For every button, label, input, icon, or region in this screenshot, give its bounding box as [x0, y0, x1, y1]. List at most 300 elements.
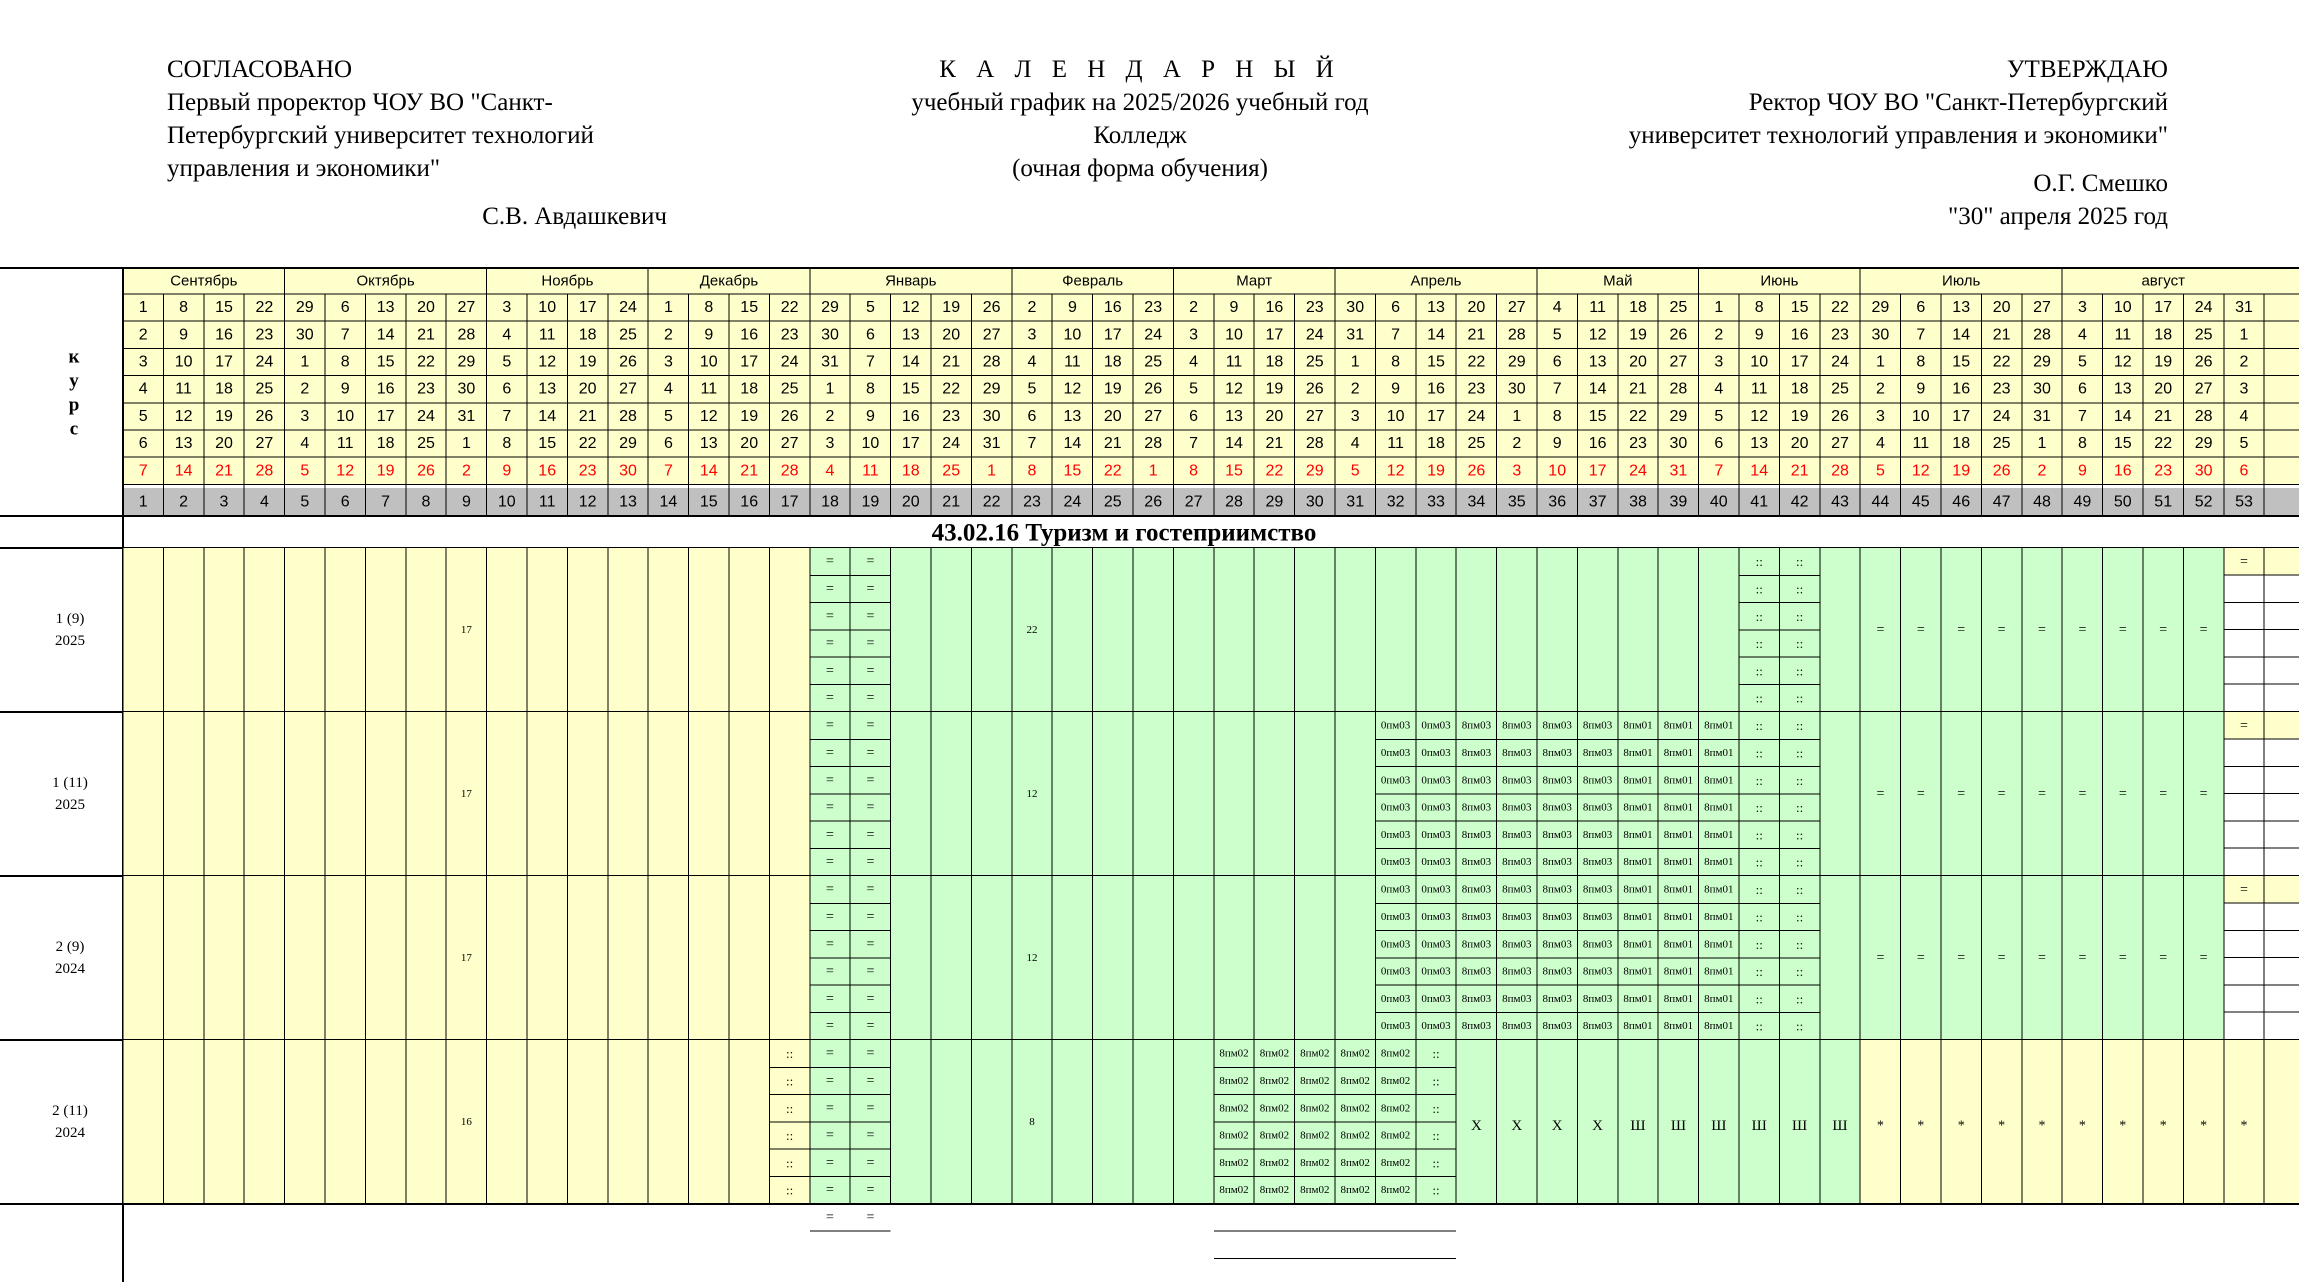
day-cell: 16 — [1103, 299, 1122, 317]
schedule-code: :: — [1432, 1100, 1440, 1116]
week-number-cell: 2 — [179, 493, 189, 511]
kurs-label-letter: у — [69, 370, 79, 392]
day-cell: 19 — [1629, 326, 1647, 344]
day-cell: 16 — [1588, 435, 1607, 453]
day-cell: 4 — [300, 435, 310, 453]
day-cell: 8 — [865, 380, 875, 398]
day-cell: 9 — [1754, 326, 1764, 344]
week-number-cell: 14 — [659, 493, 678, 511]
practice-code: 8пм01 — [1623, 965, 1653, 978]
day-cell: 2 — [1512, 435, 1522, 453]
day-cell: 5 — [865, 299, 875, 317]
day-cell: 24 — [1467, 407, 1486, 425]
week-number-cell: 32 — [1386, 493, 1405, 511]
practice-code: 8пм01 — [1623, 910, 1653, 923]
schedule-code: :: — [1755, 690, 1763, 706]
day-cell: 25 — [1669, 299, 1688, 317]
day-cell: 8 — [1027, 462, 1037, 480]
day-cell: 10 — [538, 299, 557, 317]
practice-code: 8пм01 — [1623, 883, 1653, 896]
month-label-9: Июнь — [1760, 272, 1799, 290]
day-cell: 29 — [1669, 407, 1688, 425]
day-cell: 30 — [1346, 299, 1365, 317]
day-cell: 27 — [1831, 435, 1849, 453]
practice-code: 0пм03 — [1380, 965, 1411, 978]
summer-holiday-code: = — [2159, 950, 2168, 966]
day-cell: 28 — [619, 407, 637, 425]
practice-code: 8пм02 — [1380, 1047, 1411, 1060]
week-number-cell: 53 — [2235, 493, 2253, 511]
day-cell: 10 — [1750, 353, 1769, 371]
day-cell: 13 — [538, 380, 557, 398]
practice-code: 8пм01 — [1663, 938, 1694, 951]
day-cell: 4 — [502, 326, 512, 344]
day-cell: 24 — [255, 353, 274, 371]
day-cell: 24 — [417, 407, 435, 425]
week-number-cell: 12 — [578, 493, 597, 511]
schedule-code: = — [866, 1155, 875, 1171]
document-title: К А Л Е Н Д А Р Н Ы Й — [939, 56, 1341, 83]
day-cell: 4 — [663, 380, 673, 398]
semester-1-weeks: 17 — [460, 624, 472, 636]
practice-code: 8пм01 — [1704, 801, 1734, 814]
day-cell: 11 — [1589, 299, 1606, 317]
practice-code: 8пм02 — [1219, 1074, 1249, 1087]
day-cell: 17 — [1103, 326, 1122, 344]
day-cell: 22 — [578, 435, 597, 453]
day-cell: 29 — [619, 435, 637, 453]
day-cell: 22 — [1265, 462, 1284, 480]
day-cell: 28 — [457, 326, 476, 344]
day-cell: 18 — [1103, 353, 1122, 371]
day-cell: 6 — [502, 380, 512, 398]
summer-holiday-code: = — [2199, 622, 2208, 638]
day-cell: 28 — [1305, 435, 1324, 453]
day-cell: 14 — [2113, 407, 2132, 425]
day-cell: 27 — [1507, 299, 1526, 317]
schedule-code: :: — [1795, 827, 1804, 843]
week-number-cell: 3 — [219, 493, 229, 511]
day-cell: 23 — [1467, 380, 1486, 398]
day-cell: 21 — [1790, 462, 1809, 480]
day-cell: 15 — [215, 299, 233, 317]
day-cell: 30 — [2194, 462, 2213, 480]
day-cell: 18 — [578, 326, 597, 344]
schedule-code: :: — [1432, 1073, 1440, 1089]
practice-code: 8пм03 — [1502, 938, 1532, 951]
practice-code: 8пм03 — [1582, 965, 1613, 978]
week-number-cell: 48 — [2033, 493, 2051, 511]
week-number-cell: 50 — [2113, 493, 2132, 511]
practice-code: 8пм01 — [1704, 828, 1734, 841]
day-cell: 26 — [2194, 353, 2213, 371]
day-cell: 14 — [1952, 326, 1971, 344]
day-cell: 22 — [1467, 353, 1486, 371]
schedule-code: :: — [1795, 772, 1804, 788]
day-cell: 6 — [1391, 299, 1401, 317]
day-cell: 10 — [336, 407, 355, 425]
day-cell: 22 — [1992, 353, 2011, 371]
schedule-code: = — [826, 1209, 834, 1225]
week-number-cell: 49 — [2073, 493, 2092, 511]
summer-holiday-code: = — [2118, 950, 2127, 966]
week-number-cell: 46 — [1952, 493, 1971, 511]
last-column-white — [2224, 739, 2299, 876]
day-cell: 1 — [461, 435, 471, 453]
week-number-cell: 8 — [421, 493, 431, 511]
day-cell: 14 — [699, 462, 718, 480]
day-cell: 16 — [1265, 299, 1284, 317]
day-cell: 6 — [2077, 380, 2087, 398]
schedule-code: = — [826, 882, 834, 898]
day-cell: 25 — [1467, 435, 1486, 453]
day-cell: 4 — [1350, 435, 1360, 453]
semester-1-weeks: 17 — [460, 952, 472, 964]
day-cell: 7 — [2077, 407, 2087, 425]
practice-code: 8пм01 — [1623, 774, 1653, 787]
schedule-code: = — [866, 909, 875, 925]
practice-code: 8пм01 — [1663, 801, 1694, 814]
day-cell: 30 — [2033, 380, 2051, 398]
week-number-cell: 29 — [1265, 493, 1284, 511]
schedule-code: :: — [1432, 1128, 1440, 1144]
last-column-white — [2224, 575, 2299, 712]
day-cell: 4 — [2077, 326, 2087, 344]
schedule-code: :: — [785, 1073, 794, 1089]
day-cell: 23 — [2154, 462, 2173, 480]
week-number-cell: 4 — [259, 493, 269, 511]
day-cell: 13 — [699, 435, 718, 453]
day-cell: 31 — [1346, 326, 1365, 344]
day-cell: 11 — [1064, 353, 1081, 371]
day-cell: 12 — [1911, 462, 1930, 480]
schedule-code: :: — [1432, 1155, 1440, 1171]
day-cell: 14 — [1427, 326, 1445, 344]
schedule-code: :: — [1795, 690, 1804, 706]
schedule-code: = — [866, 554, 875, 570]
day-cell: 22 — [942, 380, 961, 398]
gia-code: Ш — [1711, 1118, 1727, 1134]
practice-code: 8пм01 — [1663, 1020, 1694, 1033]
approval-right-line: университет технологий управления и экономики" — [1628, 122, 2168, 149]
schedule-code: :: — [1795, 554, 1804, 570]
schedule-code: :: — [1755, 964, 1763, 980]
practice-code: 8пм03 — [1502, 965, 1532, 978]
day-cell: 27 — [619, 380, 637, 398]
gia-prep-code: Х — [1511, 1118, 1523, 1134]
day-cell: 3 — [2077, 299, 2087, 317]
day-cell: 27 — [1144, 407, 1163, 425]
schedule-code: = — [866, 1073, 875, 1089]
day-cell: 18 — [740, 380, 759, 398]
day-cell: 9 — [1067, 299, 1077, 317]
practice-code: 8пм03 — [1542, 938, 1572, 951]
day-cell: 14 — [174, 462, 193, 480]
day-cell: 17 — [1952, 407, 1971, 425]
week-number-cell: 20 — [901, 493, 920, 511]
day-cell: 20 — [1103, 407, 1122, 425]
schedule-code: :: — [1755, 827, 1763, 843]
day-cell: 2 — [663, 326, 673, 344]
summer-holiday-code: = — [2078, 622, 2087, 638]
day-cell: 17 — [1265, 326, 1284, 344]
day-cell: 2 — [1875, 380, 1885, 398]
week-number-cell: 15 — [699, 493, 718, 511]
week-number-cell: 25 — [1103, 493, 1122, 511]
semester-2-weeks: 12 — [1026, 952, 1038, 964]
none-code: * — [2200, 1118, 2208, 1134]
schedule-code: :: — [1755, 991, 1763, 1007]
practice-code: 8пм03 — [1542, 1020, 1572, 1033]
day-cell: 20 — [417, 299, 435, 317]
day-cell: 8 — [1189, 462, 1199, 480]
gia-code: Ш — [1630, 1118, 1646, 1134]
week-number-cell: 7 — [381, 493, 391, 511]
week-number-cell: 11 — [538, 493, 556, 511]
summer-holiday-code: = — [2159, 786, 2168, 802]
day-cell: 1 — [987, 462, 997, 480]
month-label-2: Ноябрь — [541, 272, 594, 290]
day-cell: 16 — [538, 462, 557, 480]
day-cell: 12 — [699, 407, 718, 425]
day-cell: 28 — [2033, 326, 2051, 344]
practice-code: 8пм03 — [1461, 828, 1492, 841]
day-cell: 6 — [865, 326, 875, 344]
group-year: 2025 — [55, 797, 85, 813]
group-year: 2024 — [55, 1125, 85, 1141]
day-cell: 1 — [1512, 407, 1522, 425]
day-cell: 23 — [578, 462, 597, 480]
schedule-code: :: — [1795, 936, 1804, 952]
day-cell: 5 — [2077, 353, 2087, 371]
practice-code: 8пм03 — [1502, 746, 1532, 759]
day-cell: 22 — [780, 299, 799, 317]
day-cell: 24 — [2194, 299, 2213, 317]
week-number-cell: 1 — [138, 493, 148, 511]
day-cell: 11 — [1912, 435, 1930, 453]
schedule-code: = — [866, 745, 875, 761]
schedule-code: = — [826, 663, 834, 679]
day-cell: 26 — [982, 299, 1001, 317]
practice-code: 0пм03 — [1380, 883, 1411, 896]
schedule-code: = — [826, 800, 834, 816]
month-label-11: август — [2141, 272, 2185, 290]
day-cell: 21 — [1467, 326, 1486, 344]
day-cell: 27 — [780, 435, 799, 453]
practice-code: 8пм03 — [1461, 774, 1492, 787]
day-cell: 8 — [1552, 407, 1562, 425]
practice-code: 8пм03 — [1461, 856, 1492, 869]
day-cell: 1 — [2239, 326, 2249, 344]
schedule-code: :: — [1755, 663, 1763, 679]
practice-code: 8пм02 — [1340, 1074, 1370, 1087]
practice-code: 8пм03 — [1582, 774, 1613, 787]
practice-code: 8пм01 — [1704, 746, 1734, 759]
approval-left-line: Первый проректор ЧОУ ВО "Санкт- — [167, 89, 553, 116]
day-cell: 1 — [2037, 435, 2047, 453]
day-cell: 20 — [740, 435, 759, 453]
day-cell: 8 — [1916, 353, 1926, 371]
day-cell: 8 — [1391, 353, 1401, 371]
day-cell: 23 — [255, 326, 274, 344]
kurs-label-letter: с — [69, 418, 79, 440]
semester-2-weeks: 22 — [1026, 624, 1038, 636]
schedule-code: = — [826, 1128, 834, 1144]
day-cell: 6 — [2239, 462, 2249, 480]
day-cell: 12 — [1063, 380, 1082, 398]
day-cell: 9 — [179, 326, 189, 344]
day-cell: 11 — [538, 326, 556, 344]
day-cell: 29 — [457, 353, 476, 371]
summer-holiday-code: = — [1916, 622, 1925, 638]
day-cell: 17 — [1588, 462, 1607, 480]
day-cell: 3 — [2239, 380, 2249, 398]
day-cell: 10 — [174, 353, 193, 371]
day-cell: 8 — [179, 299, 189, 317]
day-cell: 28 — [1831, 462, 1849, 480]
day-cell: 22 — [417, 353, 435, 371]
day-cell: 17 — [901, 435, 920, 453]
practice-code: 8пм03 — [1461, 746, 1492, 759]
day-cell: 1 — [1714, 299, 1724, 317]
day-cell: 18 — [2154, 326, 2173, 344]
day-cell: 18 — [215, 380, 233, 398]
day-cell: 10 — [699, 353, 718, 371]
practice-code: 8пм01 — [1704, 992, 1734, 1005]
practice-code: 8пм03 — [1461, 938, 1492, 951]
day-cell: 30 — [1669, 435, 1688, 453]
practice-code: 0пм03 — [1421, 828, 1451, 841]
summer-holiday-code: = — [1916, 950, 1925, 966]
schedule-code: = — [826, 1018, 834, 1034]
day-cell: 13 — [1427, 299, 1445, 317]
schedule-code: = — [866, 772, 875, 788]
schedule-code: = — [826, 1155, 834, 1171]
day-cell: 16 — [901, 407, 920, 425]
day-cell: 26 — [1992, 462, 2011, 480]
day-cell: 21 — [740, 462, 759, 480]
specialty-title: 43.02.16 Туризм и гостеприимство — [931, 519, 1317, 547]
day-cell: 10 — [1225, 326, 1243, 344]
day-cell: 7 — [1552, 380, 1562, 398]
schedule-code: = — [866, 1182, 875, 1198]
practice-code: 0пм03 — [1421, 856, 1451, 869]
summer-holiday-code: = — [2240, 718, 2248, 734]
summer-holiday-code: = — [2118, 622, 2127, 638]
schedule-code: = — [826, 964, 834, 980]
day-cell: 5 — [502, 353, 512, 371]
practice-code: 8пм03 — [1502, 801, 1532, 814]
day-cell: 26 — [255, 407, 274, 425]
summer-holiday-code: = — [1997, 950, 2006, 966]
schedule-code: = — [826, 1100, 834, 1116]
day-cell: 10 — [1548, 462, 1567, 480]
last-column-white — [2224, 903, 2299, 1040]
semester-1-weeks: 16 — [460, 1116, 472, 1128]
day-cell: 5 — [1875, 462, 1885, 480]
practice-code: 8пм03 — [1461, 992, 1492, 1005]
day-cell: 30 — [821, 326, 839, 344]
schedule-code: :: — [1755, 909, 1763, 925]
schedule-code: :: — [1795, 1018, 1804, 1034]
practice-code: 8пм03 — [1461, 719, 1492, 732]
schedule-code: = — [866, 690, 875, 706]
practice-code: 0пм03 — [1421, 801, 1451, 814]
day-cell: 25 — [1144, 353, 1163, 371]
day-cell: 28 — [982, 353, 1001, 371]
practice-code: 8пм01 — [1623, 992, 1653, 1005]
month-label-1: Октябрь — [356, 272, 415, 290]
week-number-cell: 38 — [1629, 493, 1647, 511]
day-cell: 5 — [1350, 462, 1360, 480]
day-cell: 10 — [861, 435, 880, 453]
summer-holiday-code: = — [2199, 786, 2208, 802]
day-cell: 9 — [1391, 380, 1401, 398]
practice-code: 8пм01 — [1704, 1020, 1734, 1033]
day-cell: 23 — [780, 326, 799, 344]
practice-code: 8пм03 — [1502, 774, 1532, 787]
day-cell: 19 — [376, 462, 395, 480]
practice-code: 8пм03 — [1542, 910, 1572, 923]
day-cell: 9 — [502, 462, 512, 480]
practice-code: 8пм02 — [1259, 1156, 1290, 1169]
day-cell: 3 — [663, 353, 673, 371]
practice-code: 0пм03 — [1380, 828, 1411, 841]
day-cell: 16 — [1427, 380, 1445, 398]
practice-code: 0пм03 — [1421, 883, 1451, 896]
day-cell: 21 — [578, 407, 597, 425]
day-cell: 26 — [1305, 380, 1324, 398]
day-cell: 17 — [376, 407, 395, 425]
day-cell: 8 — [502, 435, 512, 453]
day-cell: 3 — [300, 407, 310, 425]
practice-code: 8пм01 — [1704, 774, 1734, 787]
day-cell: 7 — [1916, 326, 1926, 344]
schedule-code: :: — [785, 1155, 794, 1171]
schedule-code: :: — [1795, 991, 1804, 1007]
practice-code: 8пм02 — [1340, 1047, 1370, 1060]
day-cell: 7 — [1189, 435, 1199, 453]
day-cell: 31 — [457, 407, 476, 425]
schedule-code: = — [866, 1100, 875, 1116]
day-cell: 13 — [376, 299, 395, 317]
day-cell: 13 — [1952, 299, 1971, 317]
day-cell: 16 — [1790, 326, 1809, 344]
day-cell: 24 — [1144, 326, 1163, 344]
practice-code: 0пм03 — [1380, 746, 1411, 759]
schedule-code: :: — [1432, 1046, 1440, 1062]
day-cell: 28 — [255, 462, 274, 480]
practice-code: 0пм03 — [1421, 992, 1451, 1005]
practice-code: 8пм01 — [1663, 828, 1694, 841]
practice-code: 8пм03 — [1502, 828, 1532, 841]
practice-code: 0пм03 — [1421, 746, 1451, 759]
semester-2-weeks: 12 — [1026, 788, 1038, 800]
practice-code: 8пм03 — [1582, 938, 1613, 951]
day-cell: 15 — [1952, 353, 1971, 371]
day-cell: 23 — [417, 380, 435, 398]
approval-right-line: Ректор ЧОУ ВО "Санкт-Петербургский — [1748, 89, 2168, 116]
practice-code: 8пм01 — [1623, 801, 1653, 814]
schedule-code: = — [826, 554, 834, 570]
day-cell: 3 — [1875, 407, 1885, 425]
schedule-code: = — [826, 745, 834, 761]
practice-code: 0пм03 — [1421, 719, 1451, 732]
schedule-code: :: — [785, 1046, 794, 1062]
practice-code: 8пм01 — [1623, 938, 1653, 951]
week-number-cell: 17 — [780, 493, 799, 511]
practice-code: 8пм03 — [1542, 719, 1572, 732]
